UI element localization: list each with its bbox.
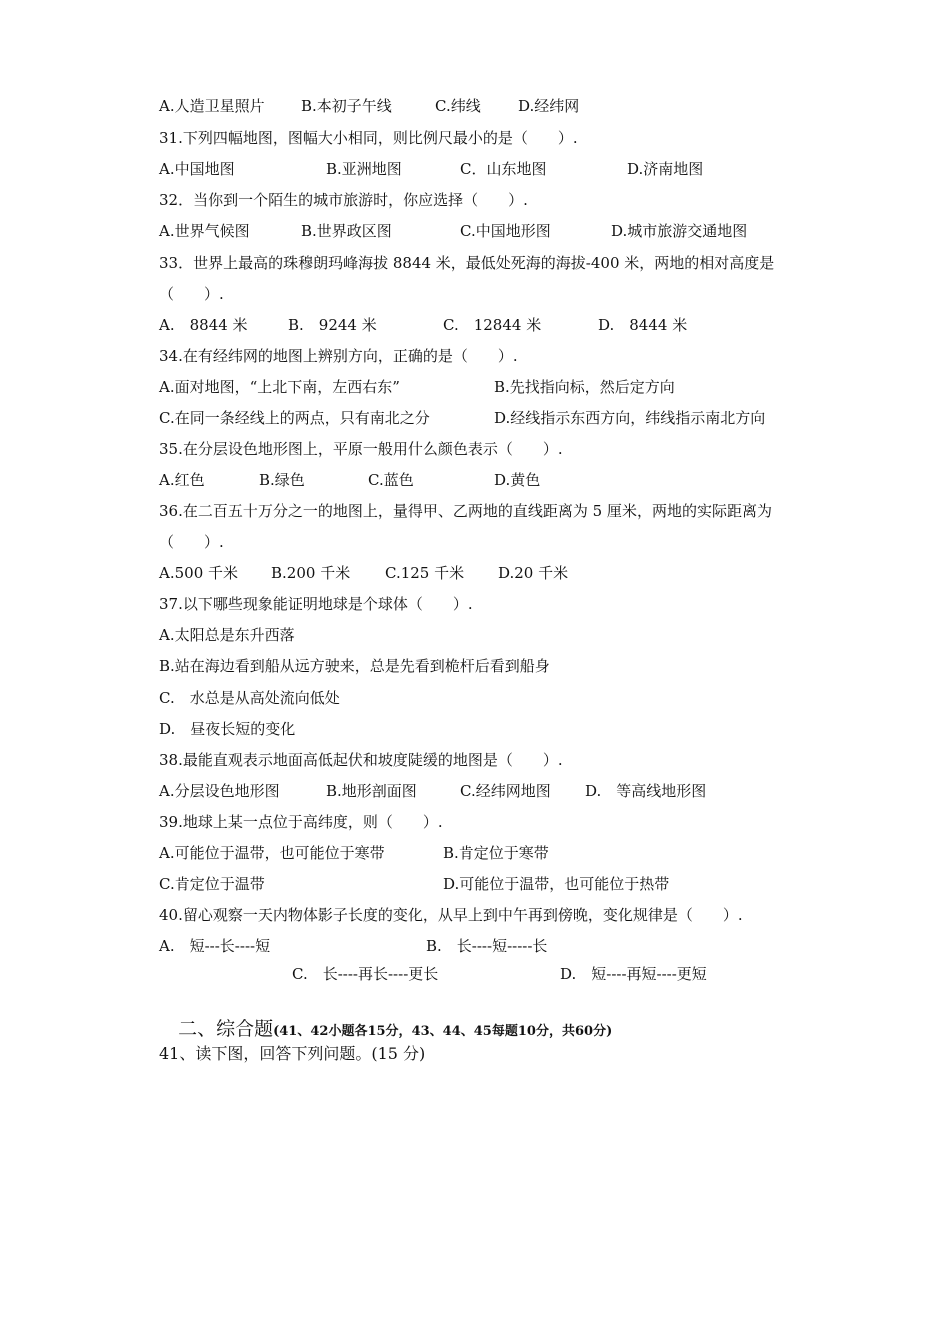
q33-stem-cont: （ ）. xyxy=(159,285,224,303)
q36-stem: 36.在二百五十万分之一的地图上，量得甲、乙两地的直线距离为 5 厘米，两地的实际距离为 xyxy=(159,502,772,520)
q34-option-b: B.先找指向标，然后定方向 xyxy=(494,378,675,396)
subtitle-part-7: 10 xyxy=(517,1024,536,1039)
q40-option-a: A. 短---长----短 xyxy=(159,937,271,955)
q36-stem-cont: （ ）. xyxy=(159,533,224,551)
section-subtitle xyxy=(273,1024,612,1039)
q34-option-c: C.在同一条经线上的两点，只有南北之分 xyxy=(159,409,430,427)
q31-option-c: C．山东地图 xyxy=(460,160,547,178)
q32-option-a: A.世界气候图 xyxy=(159,222,250,240)
q35-option-b: B.绿色 xyxy=(259,471,305,489)
q38-option-a: A.分层设色地形图 xyxy=(159,782,280,800)
q33-option-c: C. 12844 米 xyxy=(443,316,542,334)
q38-option-c: C.经纬网地图 xyxy=(460,782,551,800)
q32-option-c: C.中国地形图 xyxy=(460,222,551,240)
q36-option-a: A.500 千米 xyxy=(159,564,238,582)
section-title: 二、综合题 xyxy=(178,1018,274,1040)
q38-option-d: D. 等高线地形图 xyxy=(585,782,707,800)
q31-option-b: B.亚洲地图 xyxy=(326,160,402,178)
q37-option-c: C. 水总是从高处流向低处 xyxy=(159,689,340,707)
q31-option-d: D.济南地图 xyxy=(627,160,704,178)
q39-option-c: C.肯定位于温带 xyxy=(159,875,265,893)
q31-stem: 31.下列四幅地图，图幅大小相同，则比例尺最小的是（ ）. xyxy=(159,129,578,147)
q40-option-d: D. 短----再短----更短 xyxy=(560,965,707,983)
q34-stem: 34.在有经纬网的地图上辨别方向，正确的是（ ）. xyxy=(159,347,518,365)
q33-stem: 33．世界上最高的珠穆朗玛峰海拔 8844 米，最低处死海的海拔-400 米，两地的相对高度是 xyxy=(159,254,775,272)
q35-option-c: C.蓝色 xyxy=(368,471,414,489)
q34-option-a: A.面对地图，“上北下南，左西右东” xyxy=(159,378,400,396)
q30-option-d: D.经纬网 xyxy=(518,97,580,115)
subtitle-part-9: 60 xyxy=(574,1024,594,1039)
q30-option-b: B.本初子午线 xyxy=(301,97,392,115)
subtitle-part-3: 15 xyxy=(367,1024,386,1039)
subtitle-part-4: 分， xyxy=(385,1024,412,1039)
subtitle-part-5: 43、44、45 xyxy=(411,1024,492,1039)
subtitle-part-10: 分) xyxy=(593,1024,613,1039)
q32-option-d: D.城市旅游交通地图 xyxy=(611,222,748,240)
subtitle-part-2: 小题各 xyxy=(328,1024,368,1039)
q32-option-b: B.世界政区图 xyxy=(301,222,392,240)
q33-option-b: B. 9244 米 xyxy=(288,316,377,334)
q37-stem: 37.以下哪些现象能证明地球是个球体（ ）. xyxy=(159,595,473,613)
q39-option-a: A.可能位于温带，也可能位于寒带 xyxy=(159,844,385,862)
q30-option-c: C.纬线 xyxy=(435,97,481,115)
q39-option-d: D.可能位于温带，也可能位于热带 xyxy=(443,875,670,893)
subtitle-part-1: (41、42 xyxy=(273,1024,329,1039)
q33-option-a: A. 8844 米 xyxy=(159,316,248,334)
q35-stem: 35.在分层设色地形图上，平原一般用什么颜色表示（ ）. xyxy=(159,440,563,458)
q33-option-d: D. 8444 米 xyxy=(598,316,688,334)
q40-option-c: C. 长----再长----更长 xyxy=(292,965,439,983)
q39-stem: 39.地球上某一点位于高纬度，则（ ）. xyxy=(159,813,443,831)
q36-option-b: B.200 千米 xyxy=(271,564,351,582)
q40-stem: 40.留心观察一天内物体影子长度的变化，从早上到中午再到傍晚，变化规律是（ ）. xyxy=(159,906,743,924)
q31-option-a: A.中国地图 xyxy=(159,160,235,178)
q37-option-b: B.站在海边看到船从远方驶来，总是先看到桅杆后看到船身 xyxy=(159,657,550,675)
q37-option-d: D. 昼夜长短的变化 xyxy=(159,720,296,738)
q36-option-c: C.125 千米 xyxy=(385,564,465,582)
q30-option-a: A.人造卫星照片 xyxy=(159,97,265,115)
q38-stem: 38.最能直观表示地面高低起伏和坡度陡缓的地图是（ ）. xyxy=(159,751,563,769)
q41-stem: 41、读下图，回答下列问题。(15 分) xyxy=(159,1044,426,1063)
q39-option-b: B.肯定位于寒带 xyxy=(443,844,549,862)
q36-option-d: D.20 千米 xyxy=(498,564,569,582)
subtitle-part-6: 每题 xyxy=(491,1024,518,1039)
q32-stem: 32．当你到一个陌生的城市旅游时，你应选择（ ）. xyxy=(159,191,528,209)
q38-option-b: B.地形剖面图 xyxy=(326,782,417,800)
q37-option-a: A.太阳总是东升西落 xyxy=(159,626,295,644)
q35-option-a: A.红色 xyxy=(159,471,205,489)
subtitle-part-8: 分，共 xyxy=(535,1024,575,1039)
q34-option-d: D.经线指示东西方向，纬线指示南北方向 xyxy=(494,409,766,427)
q40-option-b: B. 长----短-----长 xyxy=(426,937,548,955)
q35-option-d: D.黄色 xyxy=(494,471,541,489)
